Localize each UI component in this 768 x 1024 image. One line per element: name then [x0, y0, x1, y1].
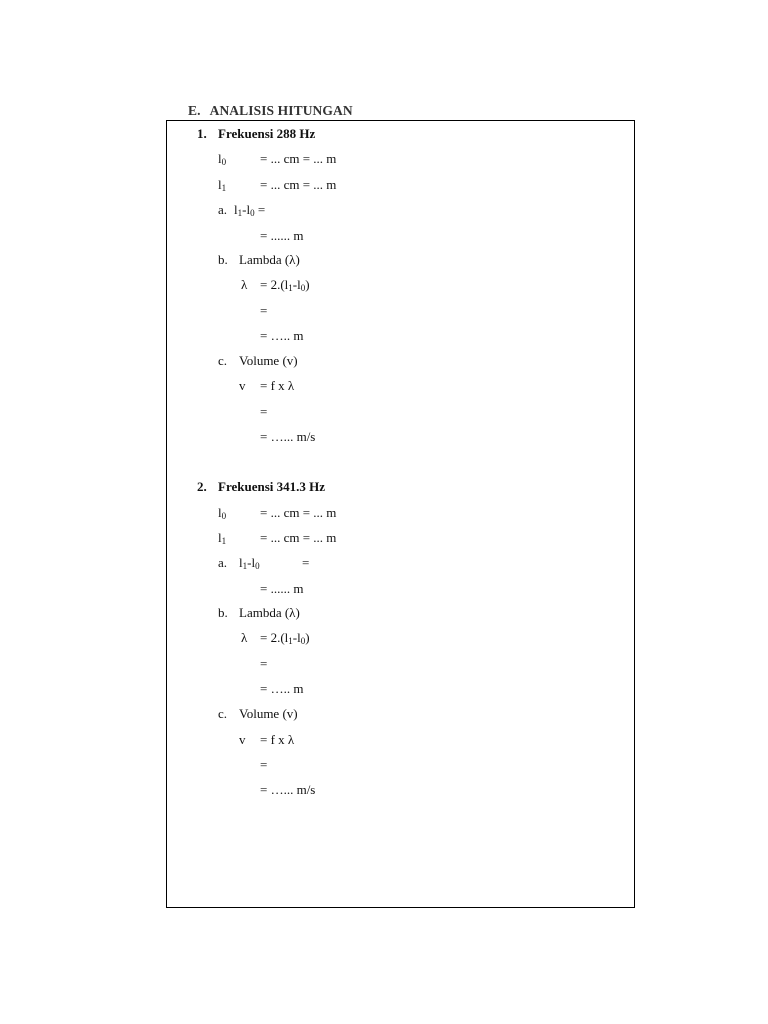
section-2-c-eq: = [260, 757, 268, 772]
section-1-title: Frekuensi 288 Hz [218, 126, 316, 141]
section-1-b-eq: = [260, 303, 268, 318]
section-1-l0-eq: = ... cm = ... m [260, 151, 337, 166]
section-1-a-letter: a. [218, 202, 228, 217]
section-1-c-letter: c. [218, 353, 228, 368]
section-2-c-formula: = f x λ [260, 732, 295, 747]
section-1-l0-label: $l_0$ [218, 151, 227, 167]
section-2-number: 2. [197, 479, 207, 494]
section-1-l1-label: $l_1$ [218, 177, 227, 193]
section-1-c-eq: = [260, 404, 268, 419]
section-2-l0-eq: = ... cm = ... m [260, 505, 337, 520]
section-2-b-title: Lambda (λ) [239, 605, 300, 620]
section-1-b-symbol: λ [241, 277, 248, 292]
section-2-a-expr: $l_1-l_0$ [239, 555, 260, 571]
section-2-c-title: Volume (v) [239, 706, 298, 721]
section-2-b-letter: b. [218, 605, 228, 620]
heading-title: ANALISIS HITUNGAN [209, 103, 353, 118]
section-2-b-formula: = $2.(l_1-l_0)$ [260, 630, 310, 646]
section-1-a-expr: $l_1-l_0$ = [234, 202, 266, 218]
section-2-b-symbol: λ [241, 630, 248, 645]
section-2-c-result: = …... m/s [260, 782, 316, 797]
section-2-a-letter: a. [218, 555, 228, 570]
section-1-b-result: = ….. m [260, 328, 304, 343]
section-1-b-letter: b. [218, 252, 228, 267]
calculation-box [166, 120, 635, 908]
section-1-a-result: = ...... m [260, 228, 304, 243]
section-2-l1-label: $l_1$ [218, 530, 227, 546]
section-heading [188, 103, 353, 119]
section-2-b-result: = ….. m [260, 681, 304, 696]
section-2-c-letter: c. [218, 706, 228, 721]
section-2-b-eq: = [260, 656, 268, 671]
section-2-a-eq: = [302, 555, 310, 570]
section-1-c-formula: = f x λ [260, 378, 295, 393]
section-1-c-title: Volume (v) [239, 353, 298, 368]
section-2-c-symbol: v [239, 732, 246, 747]
section-1-c-symbol: v [239, 378, 246, 393]
section-1-c-result: = …... m/s [260, 429, 316, 444]
section-2-title: Frekuensi 341.3 Hz [218, 479, 326, 494]
heading-letter: E. [188, 103, 201, 118]
section-1-b-title: Lambda (λ) [239, 252, 300, 267]
section-2-a-result: = ...... m [260, 581, 304, 596]
section-1-b-formula: = $2.(l_1-l_0)$ [260, 277, 310, 293]
section-1-number: 1. [197, 126, 207, 141]
section-2-l0-label: $l_0$ [218, 505, 227, 521]
section-1-l1-eq: = ... cm = ... m [260, 177, 337, 192]
section-2-l1-eq: = ... cm = ... m [260, 530, 337, 545]
